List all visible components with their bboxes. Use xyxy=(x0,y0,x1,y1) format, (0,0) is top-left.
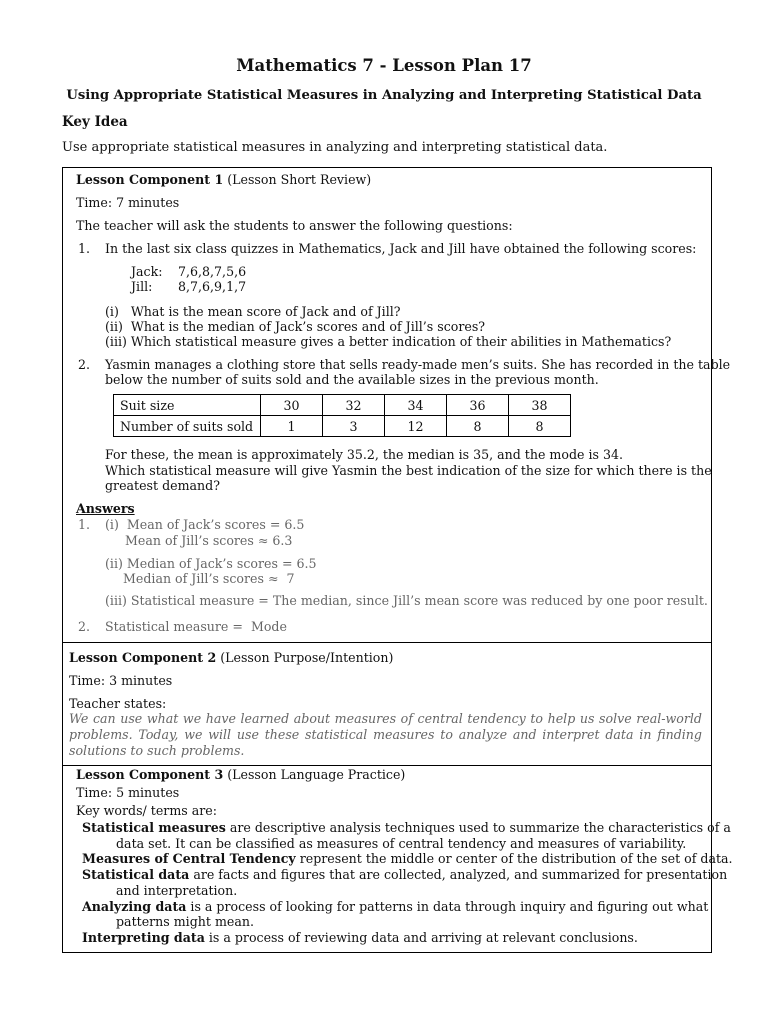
table-row xyxy=(114,416,571,437)
suit-sales-table xyxy=(113,394,571,437)
jill-label: Jill: xyxy=(131,279,153,294)
table-cell: 8 xyxy=(447,416,509,437)
sub-question-ii: (ii) What is the median of Jack’s scores and of Jill’s scores? xyxy=(105,319,486,334)
table-cell: 3 xyxy=(323,416,385,437)
sub-question-i: (i) What is the mean score of Jack and of Jill? xyxy=(105,304,401,319)
question-1-number: 1. xyxy=(78,241,91,256)
table-row xyxy=(114,395,571,416)
question-2-line-2: below the number of suits sold and the available sizes in the previous month. xyxy=(105,372,599,387)
after-table-line-1: For these, the mean is approximately 35.2, the median is 35, and the mode is 34. xyxy=(105,447,623,462)
table-cell: Suit size xyxy=(114,395,261,416)
answers-label: Answers xyxy=(76,501,135,516)
table-cell: 8 xyxy=(509,416,571,437)
answer-i-line-1: (i) Mean of Jack’s scores = 6.5 xyxy=(105,517,305,532)
answer-iii: (iii) Statistical measure = The median, since Jill’s mean score was reduced by one poor result. xyxy=(105,593,708,608)
teacher-states-label: Teacher states: xyxy=(69,696,167,711)
term-statistical-measures-cont: data set. It can be classified as measures of central tendency and measures of variability. xyxy=(116,836,687,851)
teacher-statement: We can use what we have learned about measures of central tendency to help us solve real-world problems. Today, we will use these statistical measures to analyze and interpret data in finding solutions to such problems. xyxy=(69,711,702,758)
answer-ii-line-1: (ii) Median of Jack’s scores = 6.5 xyxy=(105,556,317,571)
answer-1-number: 1. xyxy=(78,517,91,532)
term-analyzing-data: Analyzing data is a process of looking for patterns in data through inquiry and figuring out what xyxy=(82,899,709,914)
jack-label: Jack: xyxy=(131,264,163,279)
sub-question-iii: (iii) Which statistical measure gives a better indication of their abilities in Mathematics? xyxy=(105,334,672,349)
answer-ii-line-2: Median of Jill’s scores ≈ 7 xyxy=(123,571,295,586)
term-central-tendency: Measures of Central Tendency represent the middle or center of the distribution of the set of data. xyxy=(82,851,733,866)
jack-scores: 7,6,8,7,5,6 xyxy=(178,264,247,279)
after-table-line-3: greatest demand? xyxy=(105,478,220,493)
table-cell: 34 xyxy=(385,395,447,416)
table-cell: 32 xyxy=(323,395,385,416)
key-idea-text: Use appropriate statistical measures in analyzing and interpreting statistical data. xyxy=(62,140,608,155)
term-statistical-data: Statistical data are facts and figures that are collected, analyzed, and summarized for presentation xyxy=(82,867,728,882)
after-table-line-2: Which statistical measure will give Yasmin the best indication of the size for which there is the xyxy=(105,463,712,478)
key-idea-label: Key Idea xyxy=(62,114,128,130)
table-cell: 36 xyxy=(447,395,509,416)
table-cell: 38 xyxy=(509,395,571,416)
component-3-heading: Lesson Component 3 (Lesson Language Practice) xyxy=(76,767,406,782)
component-1-heading: Lesson Component 1 (Lesson Short Review) xyxy=(76,172,372,187)
component-1-time: Time: 7 minutes xyxy=(76,195,180,210)
component-1-intro: The teacher will ask the students to answer the following questions: xyxy=(76,218,513,233)
question-2-number: 2. xyxy=(78,357,91,372)
component-2-heading: Lesson Component 2 (Lesson Purpose/Intention) xyxy=(69,650,394,665)
jill-scores: 8,7,6,9,1,7 xyxy=(178,279,247,294)
component-3-time: Time: 5 minutes xyxy=(76,785,180,800)
term-interpreting-data: Interpreting data is a process of reviewing data and arriving at relevant conclusions. xyxy=(82,930,638,945)
page-title: Mathematics 7 - Lesson Plan 17 xyxy=(236,56,532,75)
component-2-time: Time: 3 minutes xyxy=(69,673,173,688)
answer-2-number: 2. xyxy=(78,619,91,634)
table-cell: Number of suits sold xyxy=(114,416,261,437)
term-statistical-data-cont: and interpretation. xyxy=(116,883,238,898)
term-analyzing-data-cont: patterns might mean. xyxy=(116,914,254,929)
answer-2-text: Statistical measure = Mode xyxy=(105,619,287,634)
table-cell: 30 xyxy=(261,395,323,416)
term-statistical-measures: Statistical measures are descriptive analysis techniques used to summarize the characteristics of a xyxy=(82,820,731,835)
table-cell: 12 xyxy=(385,416,447,437)
question-2-line-1: Yasmin manages a clothing store that sells ready-made men’s suits. She has recorded in the table xyxy=(105,357,731,372)
table-cell: 1 xyxy=(261,416,323,437)
answer-i-line-2: Mean of Jill’s scores ≈ 6.3 xyxy=(125,533,293,548)
key-words-label: Key words/ terms are: xyxy=(76,803,217,818)
page-subtitle: Using Appropriate Statistical Measures in Analyzing and Interpreting Statistical Data xyxy=(66,88,702,103)
question-1-text: In the last six class quizzes in Mathematics, Jack and Jill have obtained the following scores: xyxy=(105,241,697,256)
